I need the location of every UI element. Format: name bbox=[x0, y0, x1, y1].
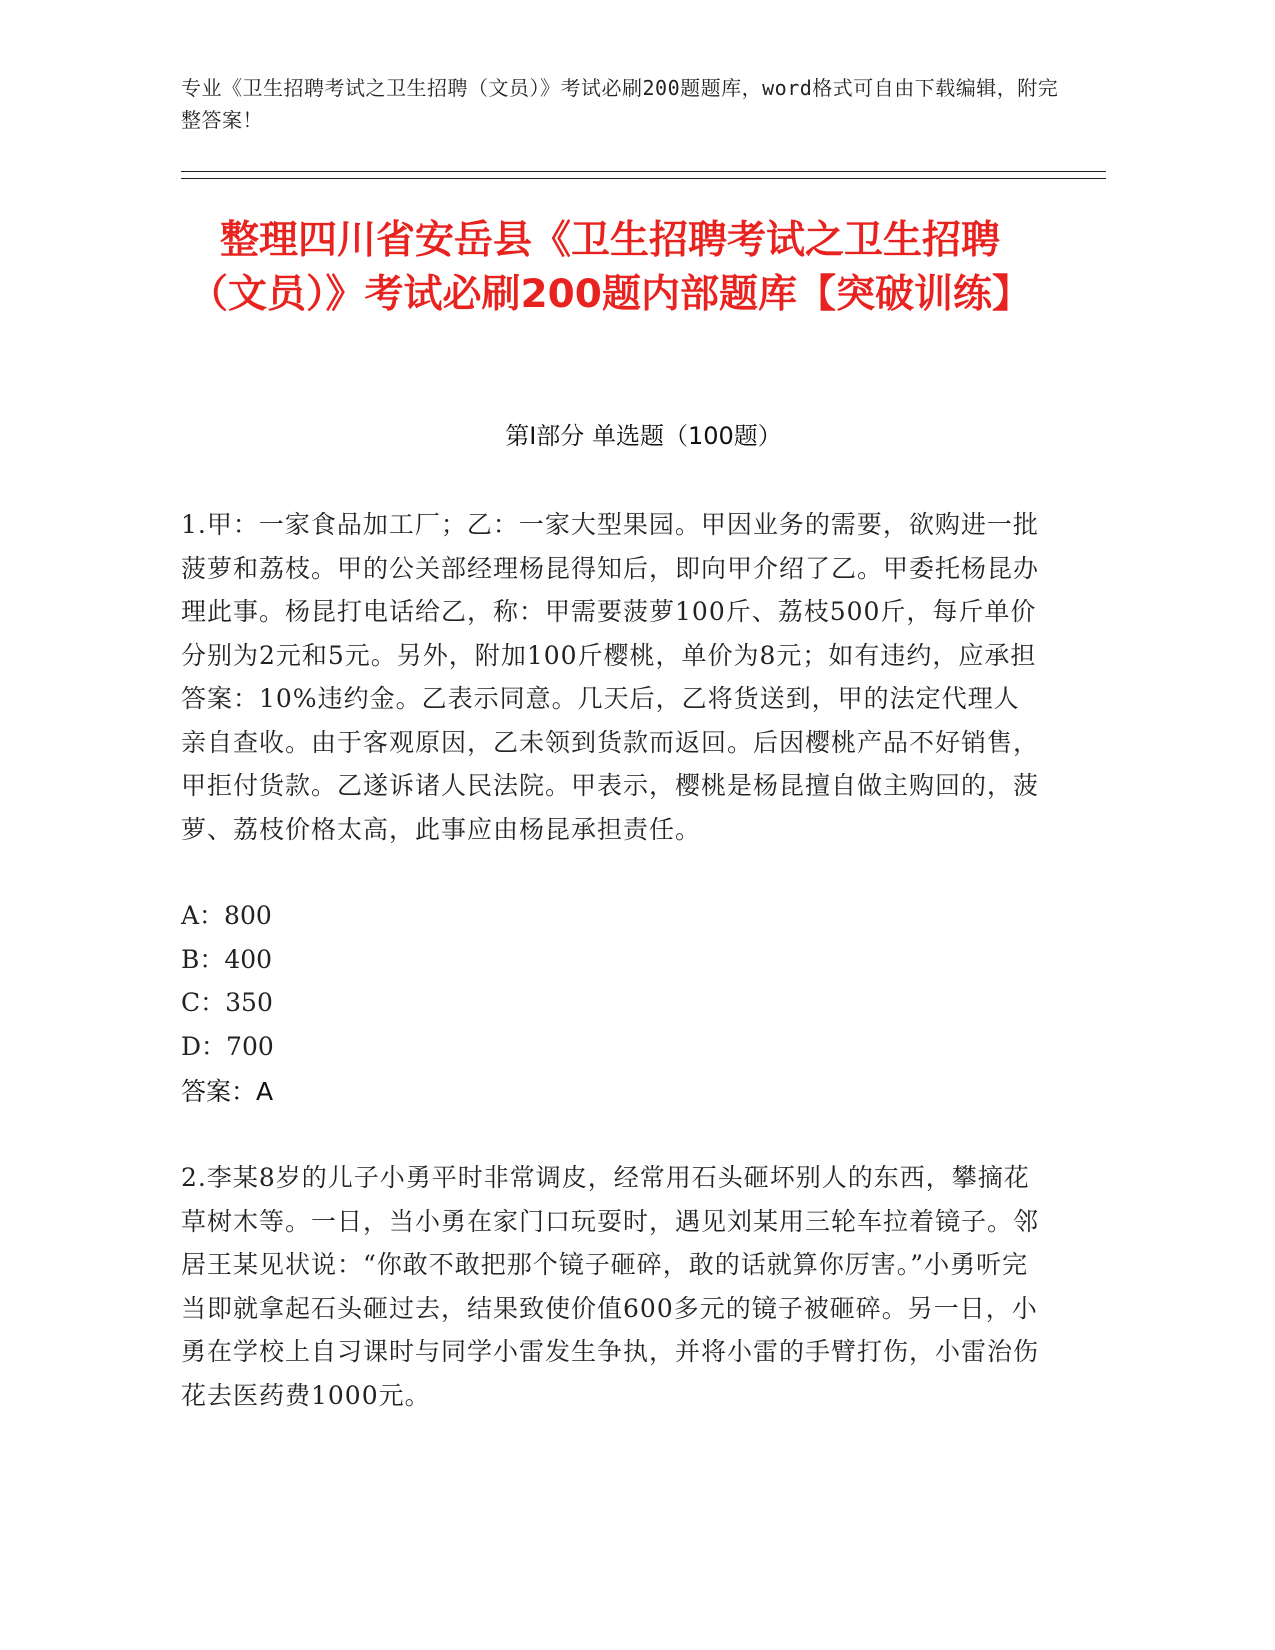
section-heading: 第I部分 单选题（100题） bbox=[505, 422, 782, 450]
option-d: D：700 bbox=[181, 1031, 274, 1061]
question-1-text: 1.甲：一家食品加工厂；乙：一家大型果园。甲因业务的需要，欲购进一批菠萝和荔枝。甲的公关部经理杨昆得知后，即向甲介绍了乙。甲委托杨昆办理此事。杨昆打电话给乙，称：甲需要菠萝100斤、荔枝500斤，每斤单价分别为2元和5元。另外，附加100斤樱桃，单价为8元；如有违约，应承担答案：10%违约金。乙表示同意。几天后，乙将货送到，甲的法定代理人亲自查收。由于客观原因，乙未领到货款而返回。后因樱桃产品不好销售，甲拒付货款。乙遂诉诸人民法院。甲表示，樱桃是杨昆擅自做主购回的，菠萝、荔枝价格太高，此事应由杨昆承担责任。 bbox=[181, 510, 1040, 844]
question-2-text: 2.李某8岁的儿子小勇平时非常调皮，经常用石头砸坏别人的东西，攀摘花草树木等。一日，当小勇在家门口玩耍时，遇见刘某用三轮车拉着镜子。邻居王某见状说：“你敢不敢把那个镜子砸碎，敢的话就算你厉害。”小勇听完当即就拿起石头砸过去，结果致使价值600多元的镜子被砸碎。另一日，小勇在学校上自习课时与同学小雷发生争执，并将小雷的手臂打伤，小雷治伤花去医药费1000元。 bbox=[181, 1163, 1040, 1410]
option-b: B：400 bbox=[181, 944, 273, 974]
option-a: A：800 bbox=[181, 901, 272, 930]
header-note: 专业《卫生招聘考试之卫生招聘（文员）》考试必刷200题题库，word格式可自由下载编辑，附完整答案！ bbox=[181, 76, 1059, 132]
question-1-answer: 答案：A bbox=[181, 1077, 274, 1106]
document-title: 整理四川省安岳县《卫生招聘考试之卫生招聘（文员）》考试必刷200题内部题库【突破训练】 bbox=[189, 218, 1031, 317]
header-divider-top bbox=[181, 171, 1106, 172]
option-c: C：350 bbox=[181, 988, 273, 1017]
header-divider-bottom bbox=[181, 178, 1106, 179]
question-1-options bbox=[181, 894, 274, 1068]
